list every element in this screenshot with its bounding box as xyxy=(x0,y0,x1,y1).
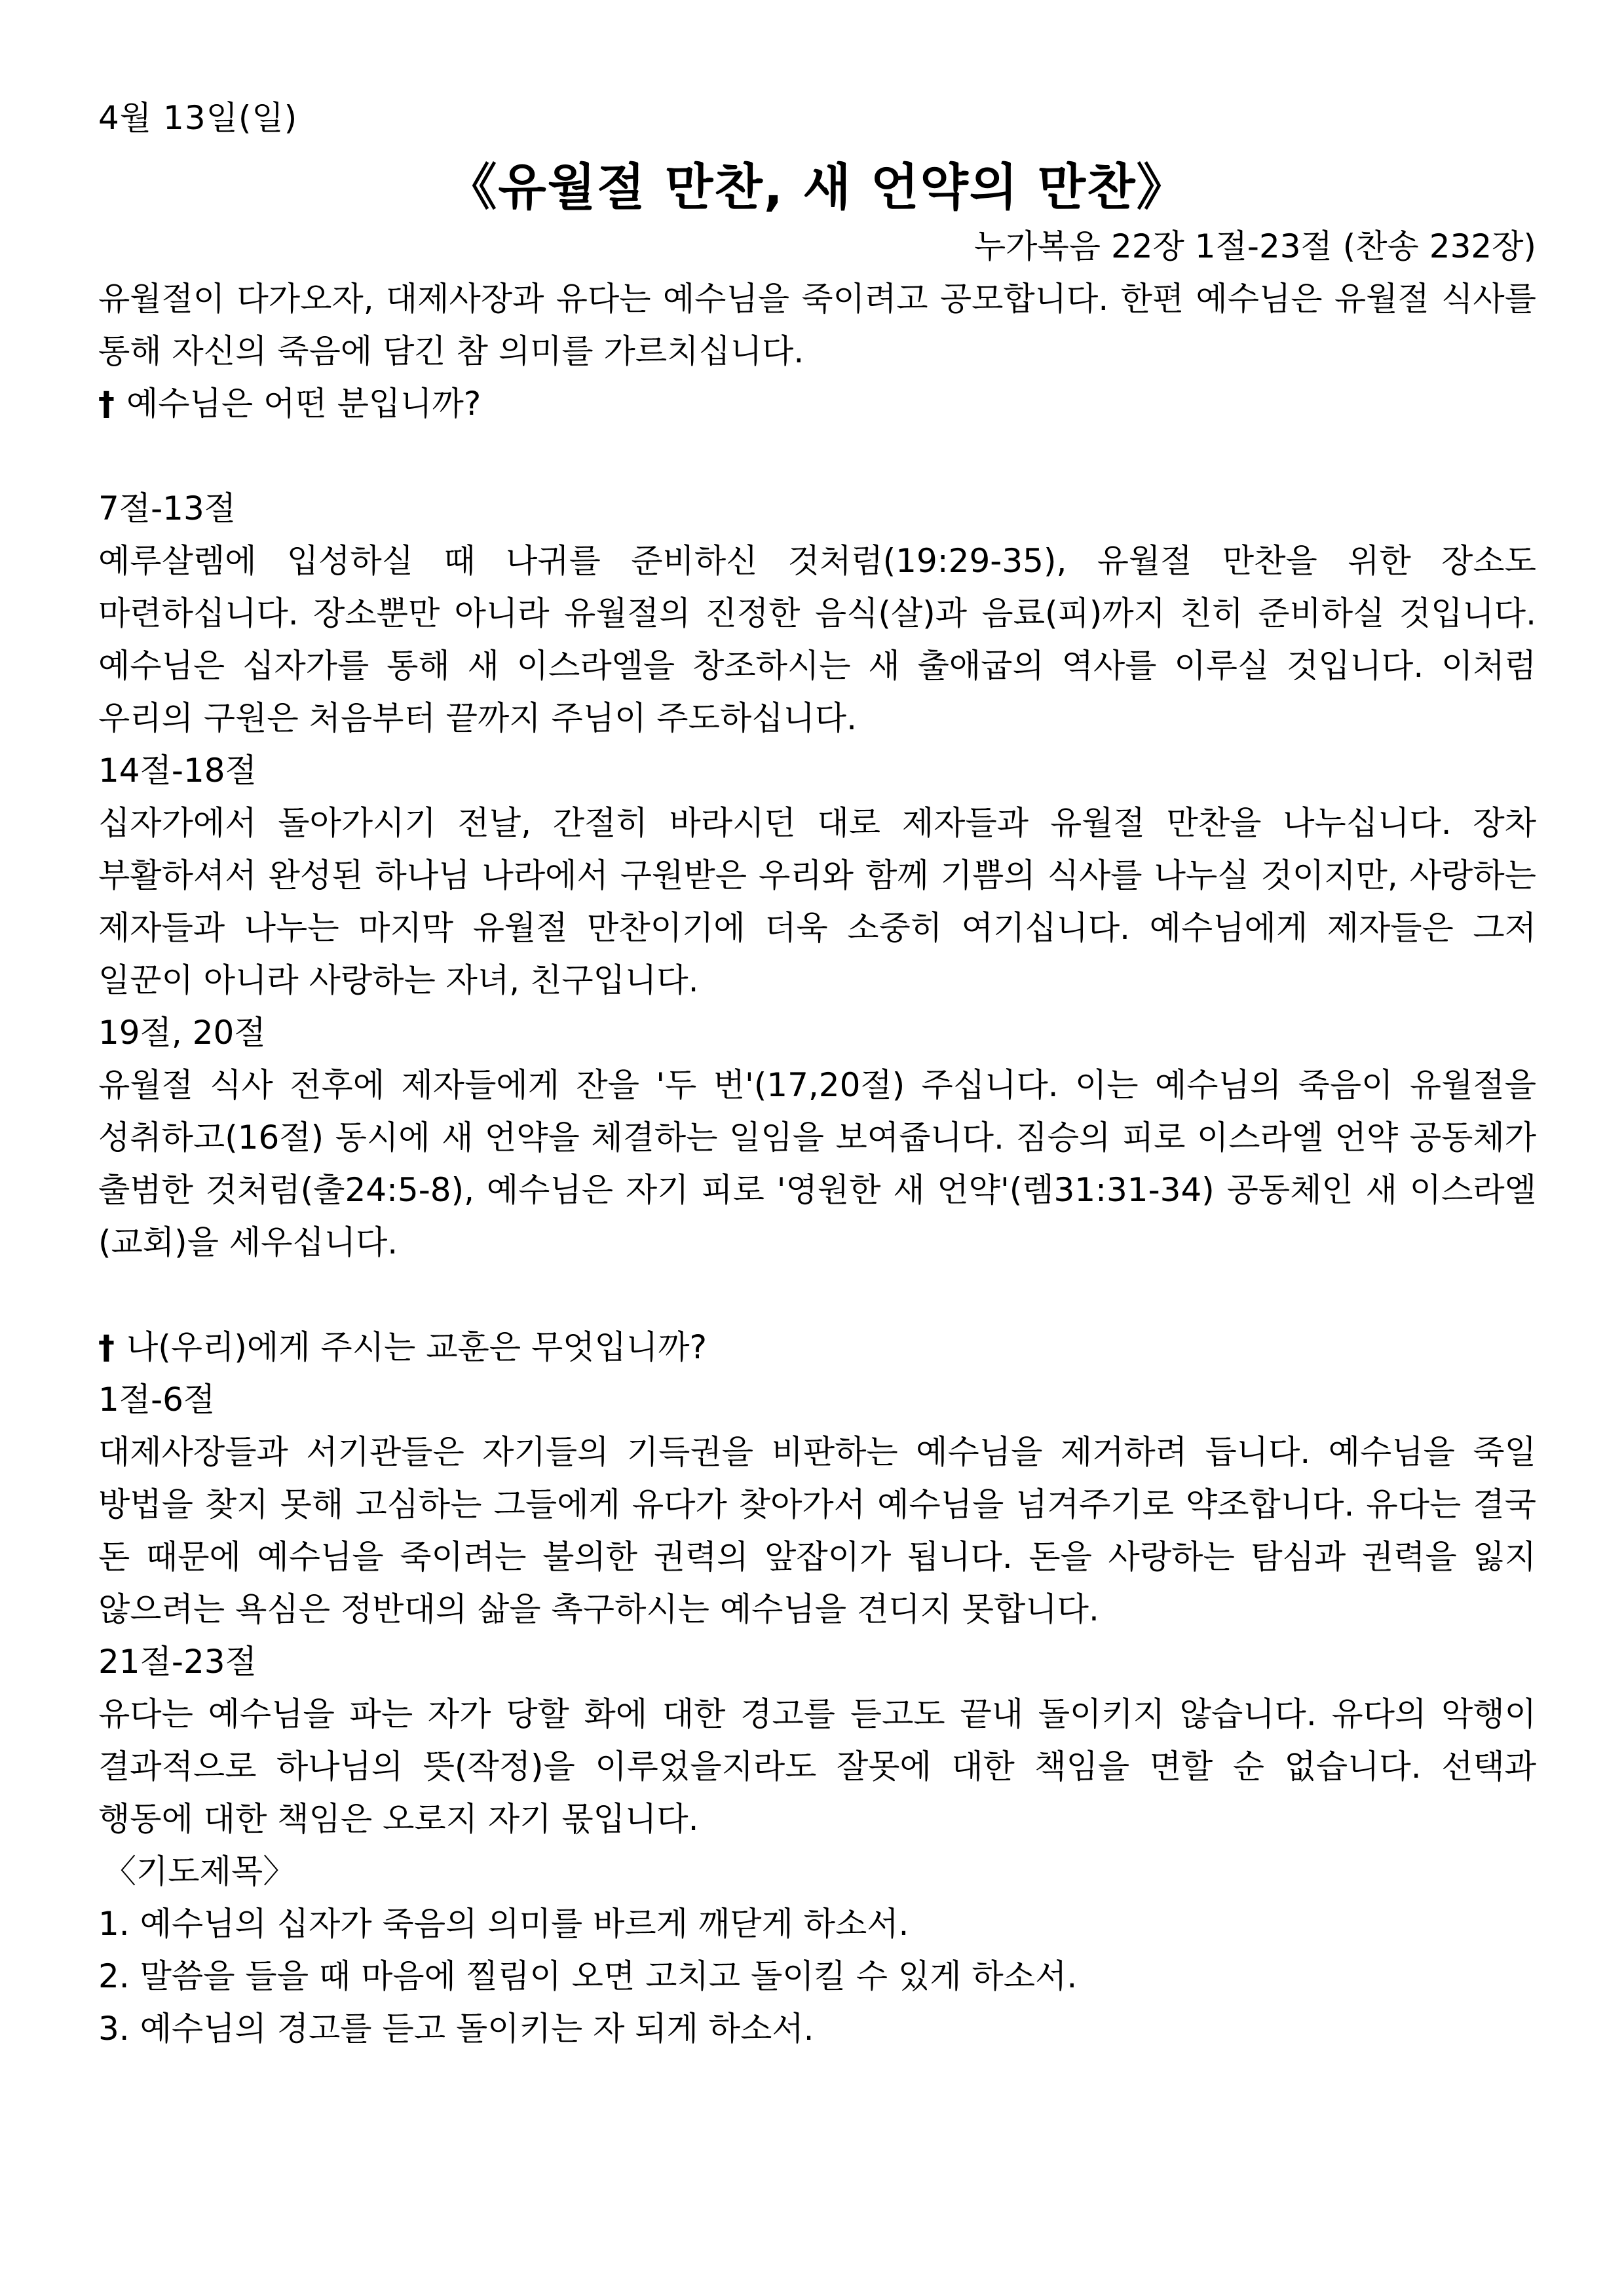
question-text: 나(우리)에게 주시는 교훈은 무엇입니까? xyxy=(126,1328,708,1366)
section-21-23 xyxy=(98,1636,1536,1845)
verse-label: 7절-13절 xyxy=(98,489,236,527)
section-spacer xyxy=(98,1269,1536,1321)
prayer-list xyxy=(98,1898,1536,2055)
question-text: 예수님은 어떤 분입니까? xyxy=(126,385,482,423)
section-14-18 xyxy=(98,744,1536,1006)
cross-icon: † xyxy=(98,1328,115,1366)
prayer-item: 1. 예수님의 십자가 죽음의 의미를 바르게 깨닫게 하소서. xyxy=(98,1905,909,1943)
section-spacer xyxy=(98,430,1536,482)
section-paragraph: 대제사장들과 서기관들은 자기들의 기득권을 비판하는 예수님을 제거하려 듭니다. 예수님을 죽일 방법을 찾지 못해 고심하는 그들에게 유다가 찾아가서 예수님을 넘겨주기로 약조합니다. 유다는 결국 돈 때문에 예수님을 죽이려는 불의한 권력의 앞잡이가 됩니다. 돈을 사랑하는 탐심과 권력을 잃지 않으려는 욕심은 정반대의 삶을 촉구하시는 예수님을 견디지 못합니다. xyxy=(98,1433,1536,1628)
section-paragraph: 십자가에서 돌아가시기 전날, 간절히 바라시던 대로 제자들과 유월절 만찬을 나누십니다. 장차 부활하셔서 완성된 하나님 나라에서 구원받은 우리와 함께 기쁨의 식사를 나누실 것이지만, 사랑하는 제자들과 나누는 마지막 유월절 만찬이기에 더욱 소중히 여기십니다. 예수님에게 제자들은 그저 일꾼이 아니라 사랑하는 자녀, 친구입니다. xyxy=(98,804,1536,999)
scripture-reference: 누가복음 22장 1절-23절 (찬송 232장) xyxy=(973,227,1536,265)
verse-label: 14절-18절 xyxy=(98,752,257,790)
prayer-heading: 〈기도제목〉 xyxy=(104,1852,296,1890)
intro-paragraph: 유월절이 다가오자, 대제사장과 유다는 예수님을 죽이려고 공모합니다. 한편 예수님은 유월절 식사를 통해 자신의 죽음에 담긴 참 의미를 가르치십니다. xyxy=(98,280,1536,370)
verse-label: 21절-23절 xyxy=(98,1643,257,1681)
verse-label: 19절, 20절 xyxy=(98,1014,266,1052)
prayer-item: 3. 예수님의 경고를 듣고 돌이키는 자 되게 하소서. xyxy=(98,2010,814,2048)
question-who-is-jesus xyxy=(98,377,1536,430)
section-paragraph: 예루살렘에 입성하실 때 나귀를 준비하신 것처럼(19:29-35), 유월절 만찬을 위한 장소도 마련하십니다. 장소뿐만 아니라 유월절의 진정한 음식(살)과 음료(피)까지 친히 준비하실 것입니다. 예수님은 십자가를 통해 새 이스라엘을 창조하시는 새 출애굽의 역사를 이루실 것입니다. 이처럼 우리의 구원은 처음부터 끝까지 주님이 주도하십니다. xyxy=(98,542,1536,737)
section-1-6 xyxy=(98,1373,1536,1636)
cross-icon: † xyxy=(98,385,115,423)
devotional-page xyxy=(98,92,1536,2055)
verse-label: 1절-6절 xyxy=(98,1381,216,1419)
section-7-13 xyxy=(98,482,1536,744)
question-lesson xyxy=(98,1321,1536,1373)
prayer-item: 2. 말씀을 들을 때 마음에 찔림이 오면 고치고 돌이킬 수 있게 하소서. xyxy=(98,1957,1078,1995)
page-title: 《유월절 만찬, 새 언약의 만찬》 xyxy=(447,158,1188,216)
section-paragraph: 유월절 식사 전후에 제자들에게 잔을 '두 번'(17,20절) 주십니다. 이는 예수님의 죽음이 유월절을 성취하고(16절) 동시에 새 언약을 체결하는 일임을 보여줍니다. 짐승의 피로 이스라엘 언약 공동체가 출범한 것처럼(출24:5-8), 예수님은 자기 피로 '영원한 새 언약'(렘31:31-34) 공동체인 새 이스라엘(교회)을 세우십니다. xyxy=(98,1066,1536,1261)
prayer-section xyxy=(98,1845,1536,2055)
section-paragraph: 유다는 예수님을 파는 자가 당할 화에 대한 경고를 듣고도 끝내 돌이키지 않습니다. 유다의 악행이 결과적으로 하나님의 뜻(작정)을 이루었을지라도 잘못에 대한 책임을 면할 순 없습니다. 선택과 행동에 대한 책임은 오로지 자기 몫입니다. xyxy=(98,1695,1536,1838)
date-line: 4월 13일(일) xyxy=(98,99,298,137)
section-19-20 xyxy=(98,1006,1536,1269)
